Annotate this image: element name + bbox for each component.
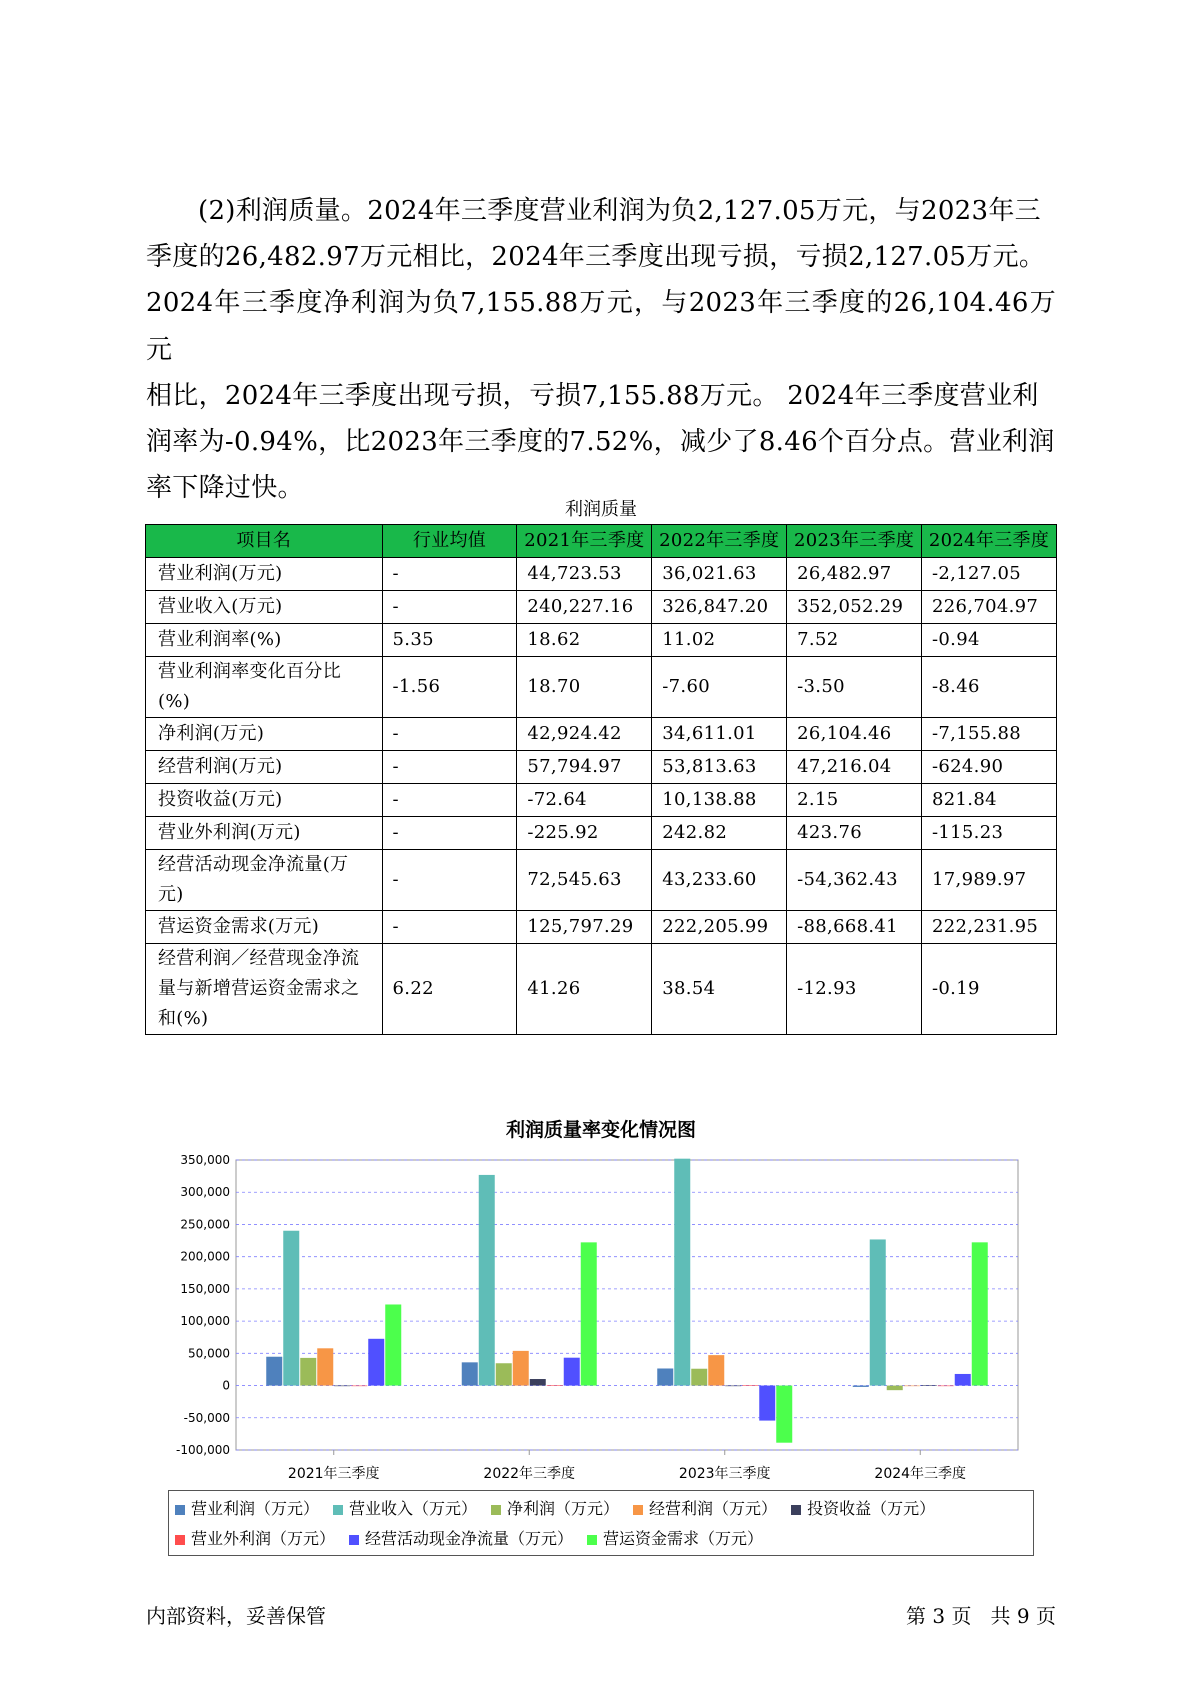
table-cell: 47,216.04 <box>787 751 922 784</box>
bar <box>547 1385 563 1386</box>
row-label: 营业利润率(%) <box>146 624 383 657</box>
table-row <box>146 784 1057 817</box>
legend-swatch <box>333 1505 343 1515</box>
y-tick-label: 350,000 <box>180 1153 230 1167</box>
row-label: 经营利润(万元) <box>146 751 383 784</box>
table-cell: 326,847.20 <box>652 591 787 624</box>
bar <box>776 1386 792 1443</box>
table-row <box>146 817 1057 850</box>
table-cell: - <box>382 784 517 817</box>
bar <box>853 1386 869 1387</box>
analysis-paragraph <box>146 188 1056 511</box>
paragraph-line: 润率为-0.94%，比2023年三季度的7.52%，减少了8.46个百分点。营业利润 <box>146 427 1055 458</box>
header-2021q3: 2021年三季度 <box>517 525 652 558</box>
table-cell: 41.26 <box>517 944 652 1035</box>
table-row <box>146 591 1057 624</box>
table-row <box>146 850 1057 911</box>
table-cell: 26,482.97 <box>787 558 922 591</box>
row-label: 净利润(万元) <box>146 718 383 751</box>
table-cell: 10,138.88 <box>652 784 787 817</box>
table-cell: 5.35 <box>382 624 517 657</box>
legend-item <box>587 1524 763 1554</box>
table-cell: - <box>382 911 517 944</box>
header-2022q3: 2022年三季度 <box>652 525 787 558</box>
table-row <box>146 911 1057 944</box>
table-cell: 44,723.53 <box>517 558 652 591</box>
table-cell: 36,021.63 <box>652 558 787 591</box>
paragraph-line: 2024年三季度净利润为负7,155.88万元，与2023年三季度的26,104.46万元 <box>146 288 1056 365</box>
table-cell: 57,794.97 <box>517 751 652 784</box>
legend-item <box>633 1494 777 1524</box>
row-label: 营业利润率变化百分比(%) <box>146 657 383 718</box>
y-tick-label: 50,000 <box>188 1346 230 1361</box>
legend-item <box>175 1524 335 1554</box>
bar <box>317 1348 333 1385</box>
y-tick-label: 250,000 <box>180 1217 230 1232</box>
legend-label: 营业外利润（万元） <box>191 1529 336 1548</box>
bar <box>368 1339 384 1386</box>
table-cell: -72.64 <box>517 784 652 817</box>
table-cell: 226,704.97 <box>922 591 1057 624</box>
bar <box>887 1386 903 1391</box>
table-cell: - <box>382 817 517 850</box>
y-tick-label: 200,000 <box>180 1249 230 1264</box>
bar <box>870 1239 886 1385</box>
y-tick-label: 100,000 <box>180 1314 230 1329</box>
legend-label: 投资收益（万元） <box>807 1499 936 1518</box>
table-cell: -8.46 <box>922 657 1057 718</box>
bar <box>972 1242 988 1385</box>
header-2024q3: 2024年三季度 <box>922 525 1057 558</box>
row-label: 经营利润／经营现金净流量与新增营运资金需求之和(%) <box>146 944 383 1035</box>
table-row <box>146 944 1057 1035</box>
profit-quality-table <box>145 524 1057 1035</box>
y-tick-label: -50,000 <box>183 1410 230 1425</box>
x-tick-label: 2024年三季度 <box>874 1466 967 1482</box>
bar <box>300 1358 316 1386</box>
x-tick-label: 2022年三季度 <box>483 1466 576 1482</box>
bar <box>334 1386 350 1387</box>
paragraph-line: 率下降过快。 <box>146 473 304 504</box>
bar <box>759 1386 775 1421</box>
table-cell: 18.62 <box>517 624 652 657</box>
table-cell: - <box>382 718 517 751</box>
table-cell: 6.22 <box>382 944 517 1035</box>
table-row <box>146 624 1057 657</box>
row-label: 营业外利润(万元) <box>146 817 383 850</box>
bar <box>462 1362 478 1385</box>
table-cell: 222,231.95 <box>922 911 1057 944</box>
y-tick-label: 300,000 <box>180 1185 230 1200</box>
row-label: 经营活动现金净流量(万元) <box>146 850 383 911</box>
table-cell: -1.56 <box>382 657 517 718</box>
footer-note: 内部资料，妥善保管 <box>146 1604 326 1628</box>
table-cell: 18.70 <box>517 657 652 718</box>
paragraph-line: 季度的26,482.97万元相比，2024年三季度出现亏损，亏损2,127.05万元。 <box>146 242 1046 273</box>
bar <box>904 1386 920 1387</box>
table-cell: -12.93 <box>787 944 922 1035</box>
row-label: 营运资金需求(万元) <box>146 911 383 944</box>
legend-label: 营运资金需求（万元） <box>603 1529 764 1548</box>
table-cell: 240,227.16 <box>517 591 652 624</box>
legend-item <box>175 1494 319 1524</box>
paragraph-line: 相比，2024年三季度出现亏损，亏损7,155.88万元。 2024年三季度营业利 <box>146 380 1039 411</box>
legend-swatch <box>175 1505 185 1515</box>
bar <box>385 1304 401 1385</box>
table-cell: - <box>382 558 517 591</box>
legend-label: 营业收入（万元） <box>349 1499 478 1518</box>
bar <box>921 1385 937 1386</box>
row-label: 投资收益(万元) <box>146 784 383 817</box>
bar <box>674 1159 690 1386</box>
table-cell: -225.92 <box>517 817 652 850</box>
bar <box>581 1242 597 1385</box>
header-industry-avg: 行业均值 <box>382 525 517 558</box>
table-row <box>146 657 1057 718</box>
bar <box>479 1175 495 1386</box>
table-row <box>146 751 1057 784</box>
legend-swatch <box>587 1535 597 1545</box>
chart-title: 利润质量率变化情况图 <box>505 1119 696 1141</box>
table-cell: 72,545.63 <box>517 850 652 911</box>
legend-swatch <box>349 1535 359 1545</box>
x-tick-label: 2021年三季度 <box>287 1466 380 1482</box>
table-cell: -7,155.88 <box>922 718 1057 751</box>
legend-item <box>491 1494 619 1524</box>
paragraph-line: (2)利润质量。2024年三季度营业利润为负2,127.05万元，与2023年三 <box>198 196 1041 226</box>
table-cell: 125,797.29 <box>517 911 652 944</box>
table-cell: -115.23 <box>922 817 1057 850</box>
bar <box>283 1231 299 1386</box>
bar <box>564 1358 580 1386</box>
table-cell: - <box>382 591 517 624</box>
legend-label: 经营活动现金净流量（万元） <box>365 1529 574 1548</box>
bar <box>513 1351 529 1386</box>
bar <box>938 1386 954 1387</box>
chart-legend <box>168 1490 1034 1556</box>
legend-item <box>791 1494 935 1524</box>
row-label: 营业利润(万元) <box>146 558 383 591</box>
bar <box>351 1386 367 1387</box>
table-cell: -3.50 <box>787 657 922 718</box>
table-row <box>146 558 1057 591</box>
table-cell: -54,362.43 <box>787 850 922 911</box>
bar <box>691 1369 707 1386</box>
bar <box>742 1385 758 1386</box>
table-cell: -0.19 <box>922 944 1057 1035</box>
bar <box>657 1368 673 1385</box>
header-2023q3: 2023年三季度 <box>787 525 922 558</box>
table-header-row <box>146 525 1057 558</box>
legend-item <box>333 1494 477 1524</box>
table-cell: - <box>382 751 517 784</box>
legend-swatch <box>175 1535 185 1545</box>
table-cell: 26,104.46 <box>787 718 922 751</box>
table-cell: 17,989.97 <box>922 850 1057 911</box>
table-cell: 242.82 <box>652 817 787 850</box>
bar <box>266 1357 282 1386</box>
legend-label: 经营利润（万元） <box>649 1499 778 1518</box>
legend-label: 净利润（万元） <box>507 1499 620 1518</box>
table-cell: 38.54 <box>652 944 787 1035</box>
y-tick-label: 150,000 <box>180 1281 230 1296</box>
table-cell: 11.02 <box>652 624 787 657</box>
bar <box>725 1386 741 1387</box>
table-cell: 352,052.29 <box>787 591 922 624</box>
table-cell: 222,205.99 <box>652 911 787 944</box>
table-cell: - <box>382 850 517 911</box>
table-cell: -0.94 <box>922 624 1057 657</box>
table-cell: -2,127.05 <box>922 558 1057 591</box>
table-cell: -88,668.41 <box>787 911 922 944</box>
bar <box>496 1363 512 1385</box>
table-cell: 34,611.01 <box>652 718 787 751</box>
table-cell: 2.15 <box>787 784 922 817</box>
bar <box>955 1374 971 1386</box>
table-caption: 利润质量 <box>565 499 637 520</box>
table-cell: 53,813.63 <box>652 751 787 784</box>
table-cell: -7.60 <box>652 657 787 718</box>
legend-item <box>349 1524 573 1554</box>
table-row <box>146 718 1057 751</box>
y-tick-label: -100,000 <box>176 1443 230 1457</box>
legend-swatch <box>491 1505 501 1515</box>
bar <box>708 1355 724 1385</box>
y-tick-label: 0 <box>222 1378 230 1393</box>
plot-area <box>236 1160 1018 1450</box>
page-number: 第 3 页 共 9 页 <box>906 1604 1056 1628</box>
legend-label: 营业利润（万元） <box>191 1499 320 1518</box>
legend-swatch <box>633 1505 643 1515</box>
table-cell: 7.52 <box>787 624 922 657</box>
table-cell: 42,924.42 <box>517 718 652 751</box>
header-item-name: 项目名 <box>146 525 383 558</box>
x-tick-label: 2023年三季度 <box>678 1466 771 1482</box>
table-cell: 43,233.60 <box>652 850 787 911</box>
row-label: 营业收入(万元) <box>146 591 383 624</box>
table-cell: 821.84 <box>922 784 1057 817</box>
table-cell: -624.90 <box>922 751 1057 784</box>
bar <box>530 1379 546 1386</box>
table-cell: 423.76 <box>787 817 922 850</box>
legend-swatch <box>791 1505 801 1515</box>
